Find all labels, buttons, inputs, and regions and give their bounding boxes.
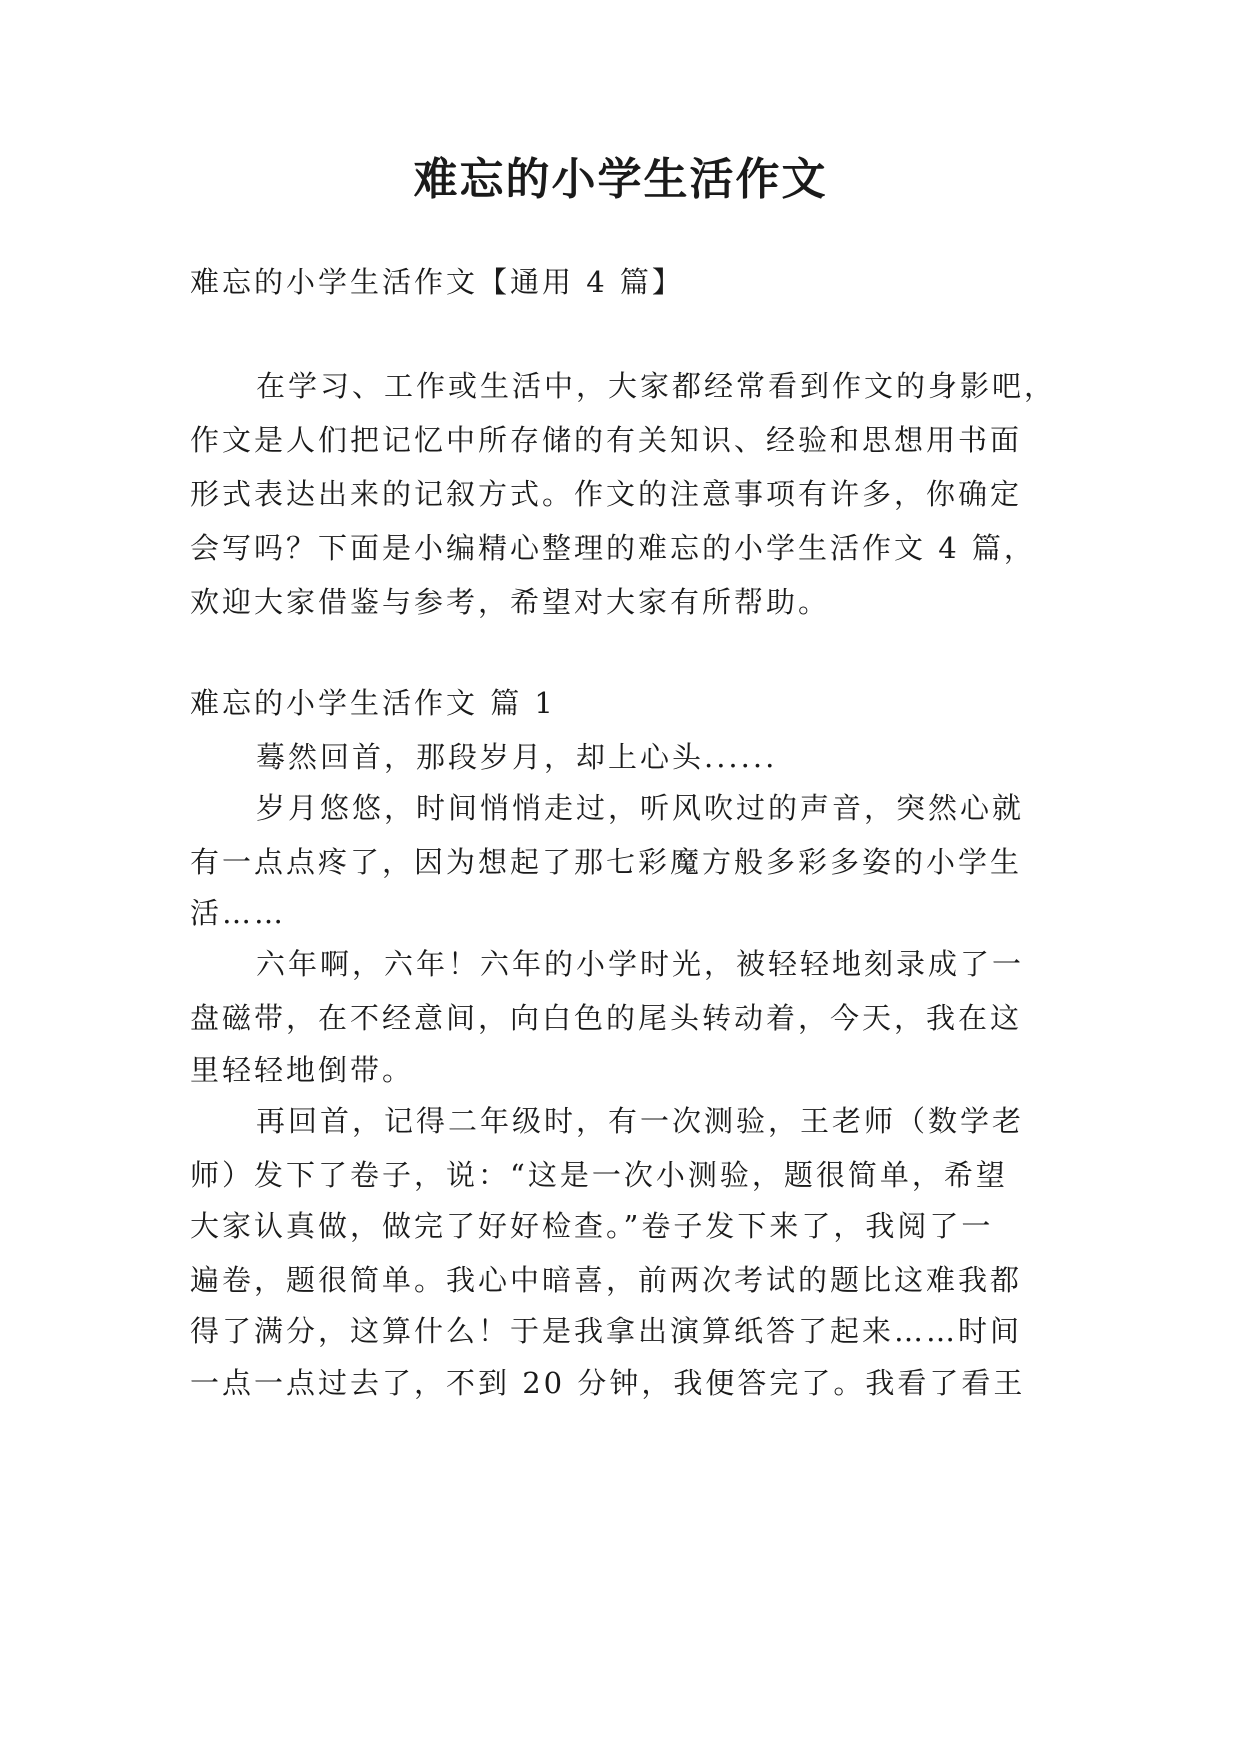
body-line: 蓦然回首，那段岁月，却上心头...... — [256, 740, 778, 774]
body-line: 岁月悠悠，时间悄悄走过，听风吹过的声音，突然心就 — [256, 791, 1025, 825]
body-line: 大家认真做，做完了好好检查。”卷子发下来了，我阅了一 — [190, 1209, 994, 1243]
intro-line: 在学习、工作或生活中，大家都经常看到作文的身影吧， — [256, 369, 1057, 403]
body-line: 盘磁带，在不经意间，向白色的尾头转动着，今天，我在这 — [190, 1001, 1023, 1035]
document-title: 难忘的小学生活作文 — [413, 154, 828, 205]
intro-line: 形式表达出来的记叙方式。作文的注意事项有许多，你确定 — [190, 477, 1023, 511]
intro-line: 欢迎大家借鉴与参考，希望对大家有所帮助。 — [190, 585, 831, 619]
body-line: 再回首，记得二年级时，有一次测验，王老师（数学老 — [256, 1104, 1025, 1138]
intro-line: 作文是人们把记忆中所存储的有关知识、经验和思想用书面 — [190, 423, 1023, 457]
body-line: 一点一点过去了，不到 20 分钟，我便答完了。我看了看王 — [190, 1366, 1026, 1400]
body-line: 师）发下了卷子，说：“这是一次小测验，题很简单，希望 — [190, 1158, 1008, 1192]
body-line: 活…… — [190, 896, 287, 930]
document-subtitle: 难忘的小学生活作文【通用 4 篇】 — [190, 265, 684, 299]
body-line: 六年啊，六年！六年的小学时光，被轻轻地刻录成了一 — [256, 947, 1025, 981]
intro-line: 会写吗？下面是小编精心整理的难忘的小学生活作文 4 篇， — [190, 531, 1036, 565]
body-line: 里轻轻地倒带。 — [190, 1053, 415, 1087]
body-line: 遍卷，题很简单。我心中暗喜，前两次考试的题比这难我都 — [190, 1263, 1023, 1297]
section-heading: 难忘的小学生活作文 篇 1 — [190, 686, 556, 720]
body-line: 有一点点疼了，因为想起了那七彩魔方般多彩多姿的小学生 — [190, 845, 1023, 879]
body-line: 得了满分，这算什么！于是我拿出演算纸答了起来……时间 — [190, 1314, 1023, 1348]
